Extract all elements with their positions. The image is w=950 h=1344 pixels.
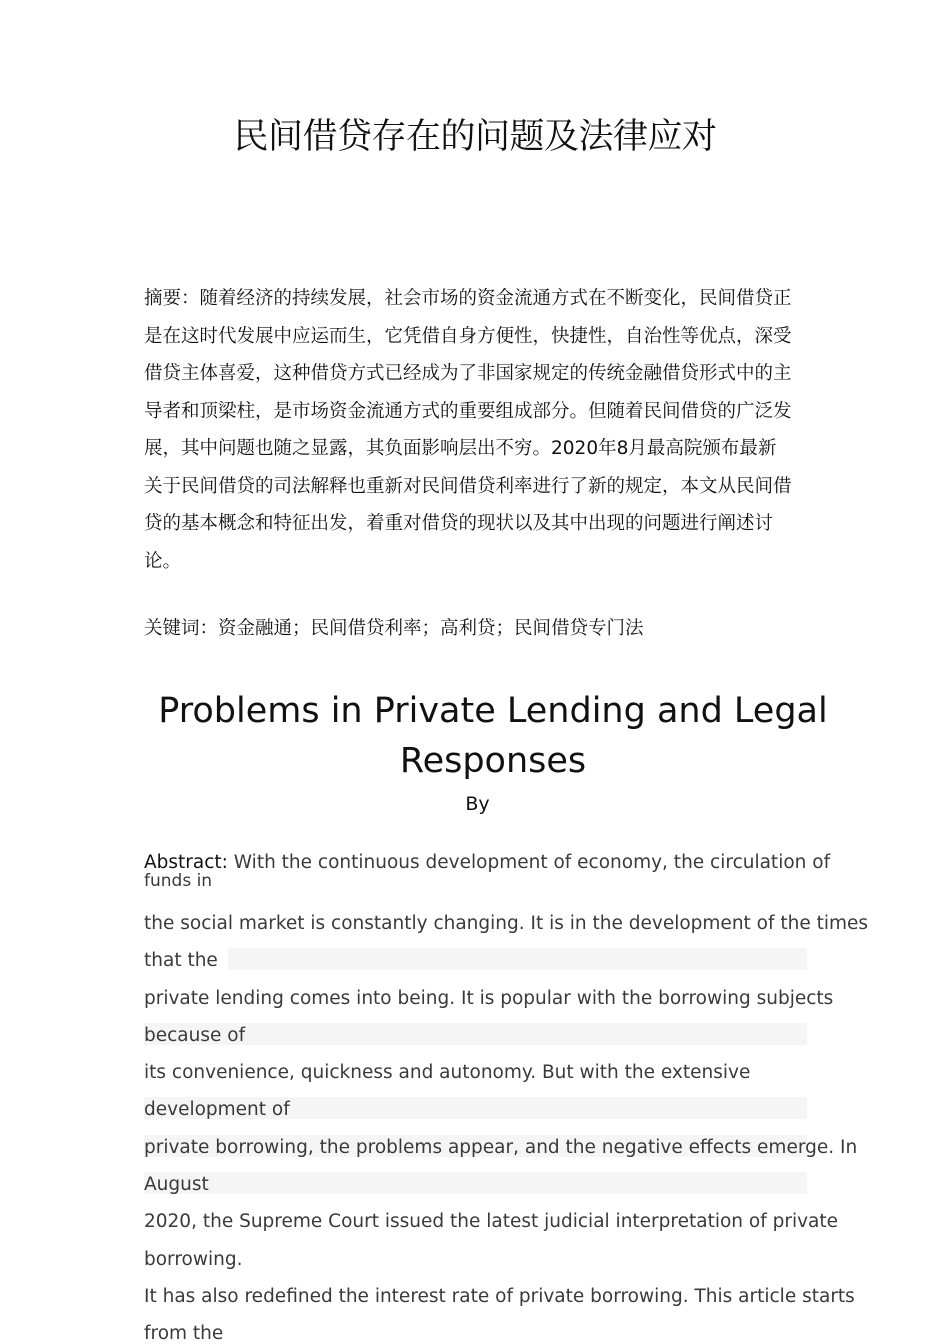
english-abstract-row <box>144 1129 924 1166</box>
author-byline: By <box>465 793 490 815</box>
english-abstract-row <box>144 905 924 942</box>
english-abstract-row <box>144 1054 924 1091</box>
english-abstract-line: funds in <box>144 871 213 891</box>
chinese-abstract-line: 是在这时代发展中应运而生，它凭借自身方便性，快捷性，自治性等优点，深受 <box>144 325 792 347</box>
english-abstract-line: its convenience, quickness and autonomy. But with the extensive <box>144 1062 751 1084</box>
abstract-label: Abstract: <box>144 852 228 873</box>
english-abstract-line: It has also redefined the interest rate of private borrowing. This article starts <box>144 1285 855 1307</box>
chinese-abstract-line: 借贷主体喜爱，这种借贷方式已经成为了非国家规定的传统金融借贷形式中的主 <box>144 363 792 384</box>
chinese-title: 民间借贷存在的问题及法律应对 <box>233 117 717 157</box>
english-abstract-line: that the <box>144 950 218 972</box>
highlight-band <box>144 1172 807 1194</box>
english-abstract-row <box>144 1278 924 1315</box>
chinese-abstract-line: 摘要：随着经济的持续发展，社会市场的资金流通方式在不断变化，民间借贷正 <box>144 288 792 309</box>
english-abstract <box>144 852 924 1344</box>
english-abstract-row <box>144 942 924 979</box>
english-abstract-line: from the <box>144 1323 224 1344</box>
english-abstract-line: borrowing. <box>144 1248 243 1270</box>
english-abstract-row <box>144 1203 924 1240</box>
chinese-abstract-line: 导者和顶梁柱，是市场资金流通方式的重要组成部分。但随着民间借贷的广泛发 <box>144 400 792 422</box>
english-abstract-first-line <box>144 852 904 890</box>
english-abstract-line: the social market is constantly changing. It is in the development of the times <box>144 913 869 934</box>
english-abstract-line: 2020, the Supreme Court issued the latest judicial interpretation of private <box>144 1211 839 1233</box>
chinese-keywords: 关键词：资金融通；民间借贷利率；高利贷；民间借贷专门法 <box>144 618 644 639</box>
english-abstract-row <box>144 1315 924 1344</box>
english-abstract-line: private borrowing, the problems appear, and the negative effects emerge. In <box>144 1136 858 1158</box>
english-abstract-row <box>144 1091 924 1128</box>
highlight-band <box>228 948 807 970</box>
english-abstract-row <box>144 980 924 1017</box>
english-title: Problems in Private Lending and Legal Responses <box>158 691 828 781</box>
english-abstract-row <box>144 1166 924 1203</box>
english-abstract-line: development of <box>144 1099 290 1121</box>
chinese-abstract-line: 贷的基本概念和特征出发，着重对借贷的现状以及其中出现的问题进行阐述讨 <box>144 513 774 534</box>
english-abstract-line: With the continuous development of economy, the circulation of <box>227 852 831 873</box>
chinese-abstract-line: 展，其中问题也随之显露，其负面影响层出不穷。2020年8月最高院颁布最新 <box>144 438 777 459</box>
chinese-abstract-line: 关于民间借贷的司法解释也重新对民间借贷利率进行了新的规定，本文从民间借 <box>144 475 792 497</box>
english-abstract-row <box>144 1241 924 1278</box>
chinese-abstract-line: 论。 <box>144 550 182 572</box>
chinese-abstract <box>144 280 824 580</box>
english-abstract-line: because of <box>144 1024 246 1046</box>
english-abstract-line: private lending comes into being. It is popular with the borrowing subjects <box>144 987 834 1009</box>
english-abstract-line: August <box>144 1174 209 1196</box>
english-abstract-row <box>144 1017 924 1054</box>
